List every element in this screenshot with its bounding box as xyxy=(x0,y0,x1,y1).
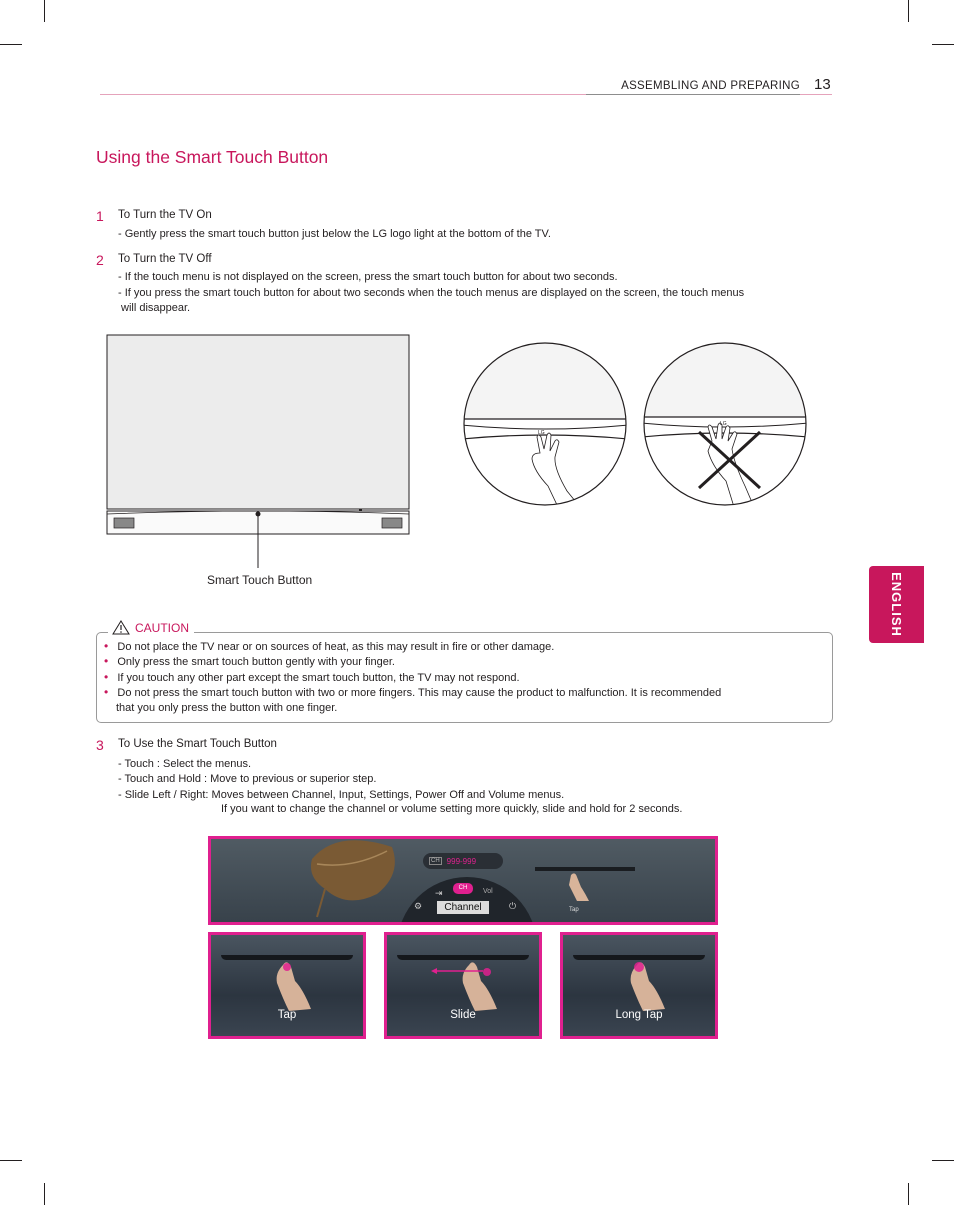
crop-mark xyxy=(0,1160,22,1161)
page-number: 13 xyxy=(814,76,831,93)
step-text: If you want to change the channel or volume setting more quickly, slide and hold for 2 seconds. xyxy=(221,803,683,815)
step-text: will disappear. xyxy=(121,302,191,314)
hand-icon xyxy=(269,959,317,1011)
step-number: 2 xyxy=(96,252,104,268)
crop-mark xyxy=(44,1183,45,1205)
gesture-tap-photo xyxy=(208,932,366,1039)
language-tab-label: ENGLISH xyxy=(889,572,905,637)
tv-front-illustration xyxy=(100,330,420,570)
input-icon: ⇥ xyxy=(435,888,443,898)
leaf-image xyxy=(307,839,407,919)
language-tab xyxy=(869,566,924,643)
crop-mark xyxy=(932,1160,954,1161)
crop-mark xyxy=(932,44,954,45)
channel-indicator xyxy=(423,853,503,869)
warning-icon xyxy=(112,620,130,635)
gesture-label: Tap xyxy=(277,1009,297,1021)
header-rule-dark xyxy=(586,94,800,95)
step-text: - Touch and Hold : Move to previous or superior step. xyxy=(118,773,377,785)
hand-icon xyxy=(563,871,593,901)
power-icon: ⏻ xyxy=(509,901,517,911)
crop-mark xyxy=(908,1183,909,1205)
step-title: To Use the Smart Touch Button xyxy=(118,738,277,750)
menu-item-volume[interactable]: Vol xyxy=(483,888,493,895)
touch-menu-screenshot xyxy=(208,836,718,925)
smart-touch-button-label: Smart Touch Button xyxy=(207,573,313,587)
hand-icon xyxy=(623,959,671,1011)
settings-icon: ⚙ xyxy=(414,901,423,911)
hand-slide-icon xyxy=(425,959,505,1011)
correct-touch-illustration xyxy=(462,341,628,507)
step-text: - Slide Left / Right: Moves between Channel, Input, Settings, Power Off and Volume menus. xyxy=(118,789,565,801)
crop-mark xyxy=(44,0,45,22)
gesture-label: Slide xyxy=(450,1009,476,1021)
gesture-label: Long Tap xyxy=(615,1009,663,1021)
caution-item: • Do not place the TV near or on sources of heat, as this may result in fire or other damage. xyxy=(104,639,555,653)
channel-badge: CH xyxy=(431,858,440,864)
section-header: ASSEMBLING AND PREPARING xyxy=(621,80,800,92)
step-text: - Touch : Select the menus. xyxy=(118,758,252,770)
gesture-long-tap-photo xyxy=(560,932,718,1039)
page-title: Using the Smart Touch Button xyxy=(96,147,329,167)
step-text: - If you press the smart touch button for about two seconds when the touch menus are displayed on the screen, the touch menus xyxy=(118,287,745,299)
step-text: - If the touch menu is not displayed on the screen, press the smart touch button for about two seconds. xyxy=(118,271,618,283)
caution-item: • Do not press the smart touch button with two or more fingers. This may cause the product to malfunction. It is recommended xyxy=(104,685,722,699)
crop-mark xyxy=(908,0,909,22)
step-number: 1 xyxy=(96,208,104,224)
channel-menu-label: Channel xyxy=(437,901,489,914)
lg-logo-text: LG xyxy=(538,430,545,436)
caution-item-continued: that you only press the button with one finger. xyxy=(116,702,338,714)
step-title: To Turn the TV On xyxy=(118,209,212,221)
lg-logo-text: LG xyxy=(720,421,727,427)
menu-item-channel[interactable]: CH xyxy=(453,883,473,894)
gesture-slide-photo xyxy=(384,932,542,1039)
caution-item: • Only press the smart touch button gently with your finger. xyxy=(104,654,395,668)
step-number: 3 xyxy=(96,737,104,753)
crop-mark xyxy=(0,44,22,45)
tap-caption: Tap xyxy=(569,907,579,913)
step-text: - Gently press the smart touch button just below the LG logo light at the bottom of the TV. xyxy=(118,228,551,240)
caution-item: • If you touch any other part except the smart touch button, the TV may not respond. xyxy=(104,670,520,684)
caution-heading xyxy=(108,620,194,635)
step-title: To Turn the TV Off xyxy=(118,253,212,265)
channel-number: 999-999 xyxy=(446,856,477,866)
caution-label: CAUTION xyxy=(135,620,189,635)
incorrect-touch-illustration xyxy=(642,341,808,507)
